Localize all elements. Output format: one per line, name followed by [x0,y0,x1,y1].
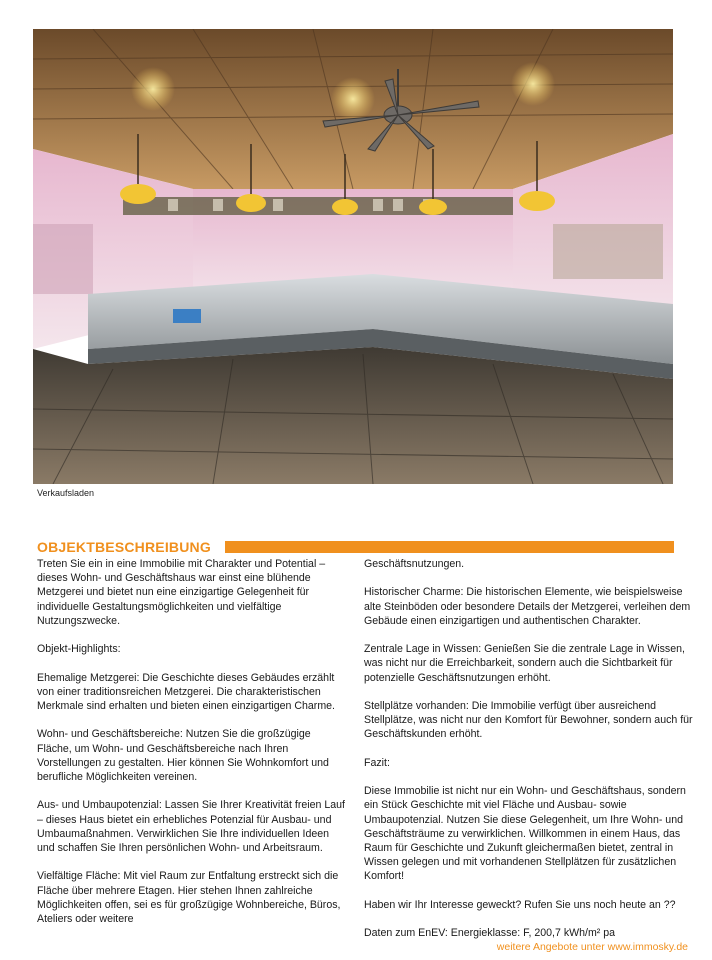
description-right-column [364,557,694,955]
paragraph: Zentrale Lage in Wissen: Genießen Sie die zentrale Lage in Wissen, was nicht nur die Erreichbarkeit, sondern auch die Sichtbarkeit für potenzielle Geschäftsnutzungen erhöht. [364,643,685,684]
photo-caption: Verkaufsladen [37,488,95,498]
paragraph: Ehemalige Metzgerei: Die Geschichte dieses Gebäudes erzählt von einer traditionsreichen Metzgerei. Die charakteristischen Merkmale sind erhalten und bieten einen einzigartigen Charme. [37,671,335,712]
paragraph: Daten zum EnEV: Energieklasse: F, 200,7 kWh/m² pa [364,927,616,940]
paragraph: Haben wir Ihr Interesse geweckt? Rufen Sie uns noch heute an ?? [364,898,676,911]
paragraph: Stellplätze vorhanden: Die Immobilie verfügt über ausreichend Stellplätze, was nicht nur den Komfort für Bewohner, sondern auch für Geschäftskunden erhöht. [364,699,693,741]
paragraph: Geschäftsnutzungen. [364,558,465,570]
paragraph: Fazit: [364,756,390,769]
paragraph: Diese Immobilie ist nicht nur ein Wohn- und Geschäftshaus, sondern ein Stück Geschichte mit viel Fläche und Ausbau- sowie Umbaupotenzial. Nutzen Sie diese Gelegenheit, um Ihre Wohn- und Geschäftsträume zu verwirklichen. Willkommen in einem Haus, das Raum für Geschichte und Zukunft gleichermaßen bietet, zentral in Wissen gelegen und mit vorhandenen Stellplätzen für zusätzlichen Komfort! [364,785,686,883]
paragraph: Objekt-Highlights: [37,643,121,656]
paragraph: Treten Sie ein in eine Immobilie mit Charakter und Potential – dieses Wohn- und Geschäftshaus war einst eine blühende Metzgerei und bietet nun eine einzigartige Gelegenheit für individuelle Gestaltungsmöglichkeiten und vielfältige Nutzungszwecke. [37,558,326,627]
paragraph: Vielfältige Fläche: Mit viel Raum zur Entfaltung erstreckt sich die Fläche über mehrere Etagen. Hier stehen Ihnen zahlreiche Möglichkeiten offen, sei es für großzügige Wohnbereiche, Büros, Ateliers oder weitere [37,870,341,925]
section-accent-bar [225,541,674,553]
paragraph: Aus- und Umbaupotenzial: Lassen Sie Ihrer Kreativität freien Lauf – dieses Haus bietet ein erhebliches Potenzial für Ausbau- und Umbaumaßnahmen. Verwirklichen Sie Ihre individuellen Ideen und schaffen Sie Ihren persönlichen Wohn- und Arbeitsraum. [37,799,345,854]
paragraph: Wohn- und Geschäftsbereiche: Nutzen Sie die großzügige Fläche, um Wohn- und Geschäftsbereiche nach Ihren Vorstellungen zu gestalten. Hier können Sie Wohnkomfort und berufliche Möglichkeiten vereinen. [37,728,329,783]
more-offers-link[interactable]: weitere Angebote unter www.immosky.de [496,941,688,953]
section-title: OBJEKTBESCHREIBUNG [37,539,217,555]
shop-interior-photo [33,29,673,484]
paragraph: Historischer Charme: Die historischen Elemente, wie beispielsweise alte Steinböden oder besondere Details der Metzgerei, verleihen dem Gebäude einen einzigartigen und authentischen Charakter. [364,586,691,627]
section-header [37,539,674,555]
description-left-column [37,557,347,940]
